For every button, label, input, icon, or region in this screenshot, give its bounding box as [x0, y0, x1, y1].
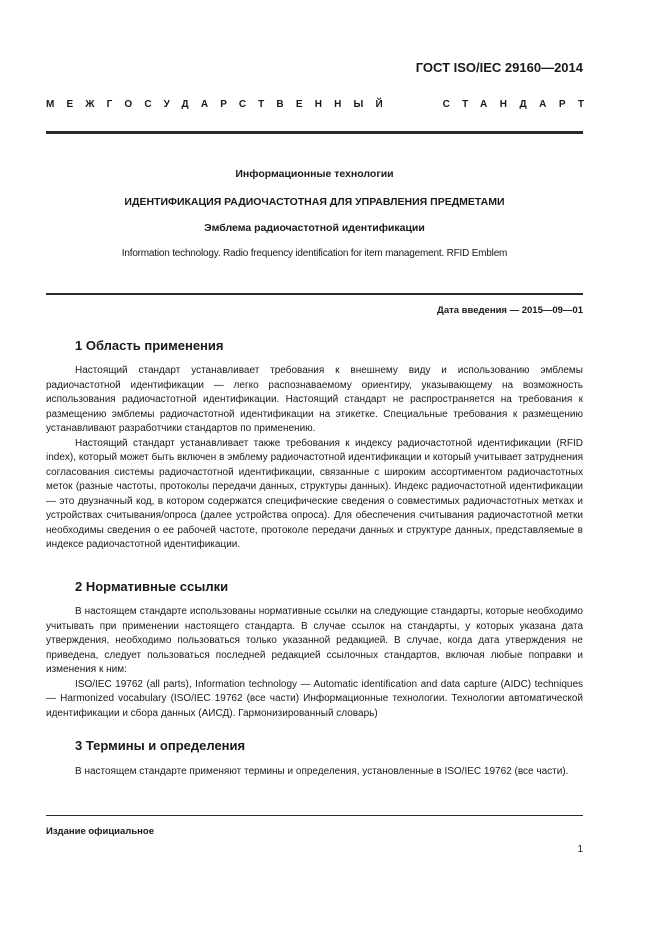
interstate-word: МЕЖГОСУДАРСТВЕННЫЙ: [46, 99, 395, 110]
title-rule: [46, 293, 583, 295]
title-line-1: Информационные технологии: [235, 168, 394, 180]
english-title: Information technology. Radio frequency identification for item management. RFID Emblem: [121, 248, 508, 259]
introduction-date: Дата введения — 2015—09—01: [437, 305, 583, 316]
document-number: ГОСТ ISO/IEC 29160—2014: [415, 60, 583, 75]
footer-rule: [46, 815, 583, 816]
section-3-body: [46, 765, 583, 780]
section-1-heading: 1 Область применения: [75, 338, 224, 353]
paragraph: В настоящем стандарте использованы нормативные ссылки на следующие стандарты, которые необходимо учитывать при применении настоящего стандарта. В случае ссылок на стандарты, у которых указана дата утверждения, необходимо пользоваться только указанной редакцией. В случае, когда дата утверждения не приведена, следует пользоваться последней редакцией ссылочных стандартов, включая любые поправки и изменения к ним:: [46, 606, 583, 675]
paragraph: Настоящий стандарт устанавливает требования к внешнему виду и использованию эмблемы радиочастотной идентификации — легко распознаваемому ориентиру, указывающему на возможность использования радиочастотной идентификации. Настоящий стандарт не распространяется на требования к размещению эмблемы радиочастотной идентификации на этикетке. Специальные требования к размещению устанавливают разработчики стандартов по применению.: [46, 365, 583, 434]
paragraph: Настоящий стандарт устанавливает также требования к индексу радиочастотной идентификации (RFID index), который может быть включен в эмблему радиочастотной идентификации и который учитывает затруднения согласования системы радиочастотной идентификации, связанные с широким ассортиментом радиочастотных меток (разные частоты, протоколы передачи данных, структуры данных). Индекс радиочастотной идентификации — это двузначный код, в котором содержатся специфические сведения о совместимых радиочастотных метках и устройствах считывания/опроса (далее устройства опроса). Для обеспечения считывания радиочастотной метки необходимы сведения о ее рабочей частоте, протоколе передачи данных и структуре данных, представляемые в индексе радиочастотной идентификации.: [46, 437, 583, 550]
page-number: 1: [577, 844, 583, 855]
standard-word: СТАНДАРТ: [442, 99, 597, 110]
title-line-2: ИДЕНТИФИКАЦИЯ РАДИОЧАСТОТНАЯ ДЛЯ УПРАВЛЕНИЯ ПРЕДМЕТАМИ: [124, 196, 505, 208]
title-line-3: Эмблема радиочастотной идентификации: [204, 222, 425, 234]
section-3-heading: 3 Термины и определения: [75, 738, 246, 753]
interstate-standard-label: [46, 99, 597, 110]
header-rule: [46, 131, 583, 134]
section-1-body: [46, 364, 583, 553]
paragraph: ISO/IEC 19762 (all parts), Information technology — Automatic identification and data capture (AIDC) techniques — Harmonized vocabulary (ISO/IEC 19762 (все части) Информационные технологии. Технологии автоматической идентификации и сбора данных (АИСД). Гармонизированный словарь): [46, 678, 583, 719]
official-edition-label: Издание официальное: [46, 826, 154, 837]
section-2-body: [46, 605, 583, 721]
paragraph: В настоящем стандарте применяют термины и определения, установленные в ISO/IEC 19762 (все части).: [75, 766, 569, 777]
section-2-heading: 2 Нормативные ссылки: [75, 579, 229, 594]
